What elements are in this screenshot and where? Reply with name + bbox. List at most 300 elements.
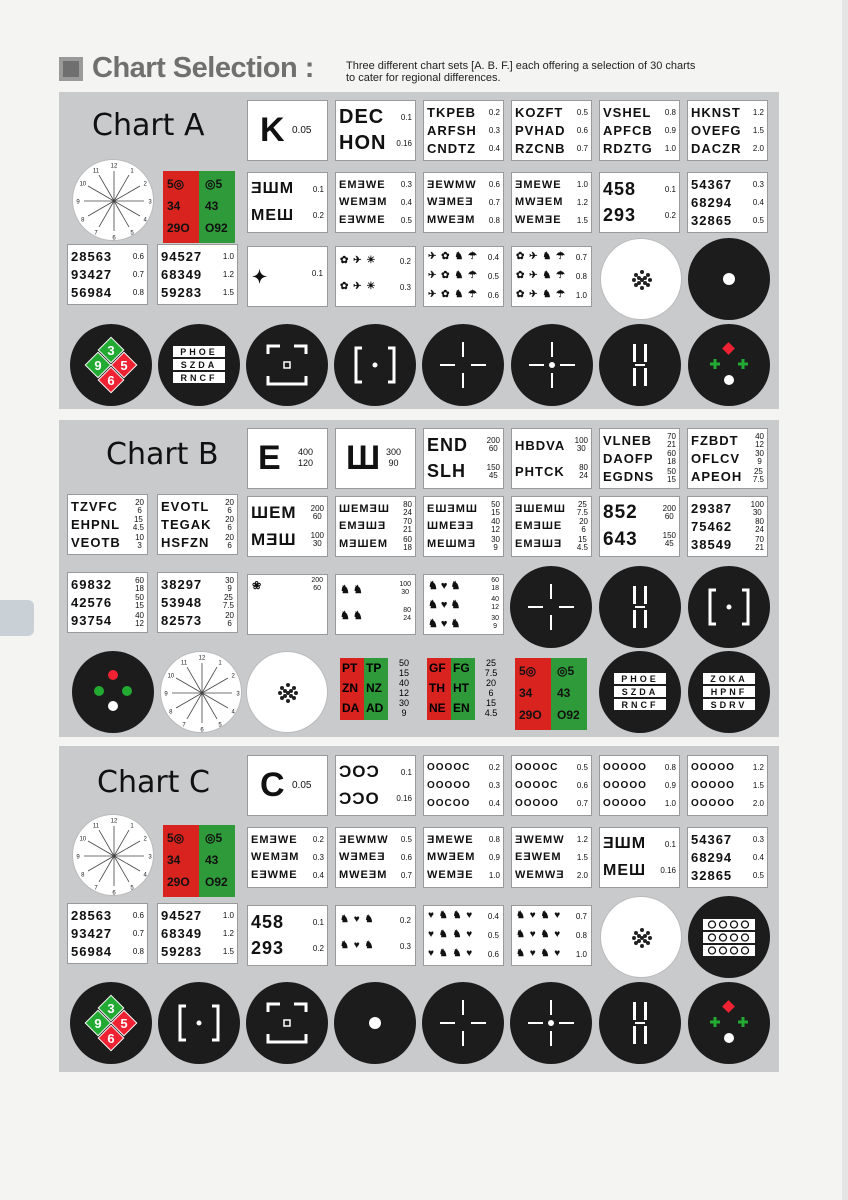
fraction-bottom: 6 [227,619,232,629]
disc-a-phoe-graphic [158,324,240,406]
tile-c-c [247,755,328,816]
acuity-value: 1.5 [576,852,588,862]
picture-optotypes: ✿ ✈ ♞ ☂ [516,289,567,300]
dot-cluster-dot [637,281,641,285]
acuity-value: 0.5 [400,215,412,225]
acuity-value: 0.8 [132,287,144,297]
acuity-value: 0.3 [488,125,500,135]
worth-white-dot [724,375,734,385]
fraction-top: 25 [223,593,233,603]
duochrome-right: NZ [366,681,382,695]
optotype-row [161,612,234,628]
tile-rows [691,831,764,884]
disc-a-worth-graphic [688,324,770,406]
acuity-value: 1.2 [222,928,234,938]
acuity-value: 1.0 [664,143,676,153]
duochrome-right: FG [453,661,470,675]
optotype-row [691,141,764,156]
fraction-top: 150 [486,462,500,472]
tile-c-n3c [157,903,238,964]
acuity-fraction [491,615,499,631]
fraction-bottom: 6 [137,505,142,515]
optotype-row [515,179,588,191]
big-optotype: E [258,439,281,477]
acuity-value: 0.1 [311,269,323,278]
tile-c-c1 [423,755,504,816]
tile-c-n3b [67,903,148,964]
optotype-row [691,123,764,138]
optotype-text: 68349 [161,925,203,941]
acuity-value: 25 [485,658,496,668]
worth-green-cross-left [710,359,720,369]
acuity-value: 20 [485,678,496,688]
fraction-top: 60 [491,577,499,584]
tile-a-pic3 [423,246,504,307]
optotype-text: OOOOO [603,797,647,809]
fraction-top: 150 [662,530,676,540]
acuity-fraction [755,536,764,552]
acuity-value: 0.6 [487,291,499,300]
picture-optotypes: ✿ ✈ ♞ ☂ [516,251,567,262]
tile-a-l3c [599,100,680,161]
disc-a-astigmatism [72,159,154,241]
optotype-text: ƎEWMW [339,833,389,846]
disc-a-dots-graphic [601,239,683,321]
dot-cluster-dot [643,281,647,285]
chart-b-label: Chart B [106,437,219,472]
optotype-row [515,869,588,881]
worth-red-diamond [722,1000,735,1013]
tile-rows [691,104,764,157]
tile-b-end [423,428,504,489]
optotype-text: 852 [603,502,638,524]
fraction-bottom: 60 [488,444,498,454]
fraction-top: 80 [579,462,588,472]
acuity-fraction [579,518,588,534]
disc-c-bars-graphic [599,982,681,1064]
optotype-row [515,141,588,156]
scan-edge [842,0,848,1200]
tile-rows [515,432,588,485]
optotype-text: 56984 [71,943,113,959]
optotype-text: WEMƎM [251,851,300,864]
disc-c-ishihara [70,982,152,1064]
optotype-text: MWEƎM [427,214,476,227]
fraction-top: 20 [225,533,234,543]
optotype-text: VLNEB [603,433,653,449]
picture-optotypes: ♞ ♥ ♞ [428,618,461,630]
tile-rows [339,500,412,553]
fraction-top: 30 [491,535,500,545]
tile-b-vl [599,428,680,489]
clock-number: 3 [148,854,152,861]
page-title: Chart Selection : [92,52,314,84]
optotype-row [515,437,588,453]
optotype-row [515,501,588,517]
acuity-fraction [663,505,676,521]
clock-number: 5 [130,230,134,237]
disc-b-cross-graphic [510,566,592,648]
tile-rows [339,759,412,812]
duochrome-left: 29O [167,875,190,889]
worth-green-cross-right [738,359,748,369]
tile-b-ee1 [335,496,416,557]
acuity-value: 1.5 [752,780,764,790]
fraction-top: 60 [135,575,144,585]
optotype-row [603,141,676,156]
fraction-bottom: 90 [388,458,399,468]
fraction-bottom: 21 [667,439,676,449]
disc-c-bracket-square-graphic [246,982,328,1064]
optotype-text: EMƎШE [515,520,563,533]
fraction-top: 50 [491,499,500,509]
acuity-fraction [403,518,412,534]
acuity-value: 0.5 [400,835,412,845]
optotype-row [515,834,588,846]
tile-b-we [247,496,328,557]
fraction-bottom: 21 [755,543,764,553]
acuity-value: 0.1 [400,767,412,777]
acuity-fraction [575,437,588,453]
acuity-value: 0.05 [292,780,312,791]
fraction-top: 40 [135,611,144,621]
fraction-top: 400 [298,447,314,457]
fraction-bottom: 24 [403,615,411,622]
clock-number: 12 [110,818,118,825]
acuity-value: 1.5 [576,215,588,225]
duochrome-right: EN [453,701,470,715]
fraction-top: 200 [662,504,676,514]
clock-number: 1 [130,168,134,175]
tile-rows [161,498,234,551]
tile-c-n3a [687,827,768,888]
acuity-fraction [403,607,411,623]
optotype-row [427,851,500,863]
bar-left-top [633,344,636,362]
optotype-text: EMƎWE [251,833,298,846]
fraction-bottom: 9 [493,543,498,553]
optotype-text: 28563 [71,908,113,924]
optotype-text: OOOOO [691,762,735,774]
acuity-value: 0.5 [752,215,764,225]
acuity-fraction [753,468,764,484]
acuity-value: 1.0 [575,291,587,300]
fraction-bottom: 12 [135,619,144,629]
optotype-row [339,501,412,517]
optotype-text: 54367 [691,177,733,193]
optotype-text: 94527 [161,249,203,265]
duochrome-left: PT [342,661,358,675]
optotype-row [691,798,764,809]
tile-c-oco [335,755,416,816]
optotype-row [691,518,764,534]
optotype-row [71,249,144,264]
tile-b-fz [687,428,768,489]
dot-cluster-dot [643,934,647,938]
ishihara-number: 9 [94,1016,102,1031]
clock-number: 12 [198,655,206,662]
fraction-bottom: 7.5 [752,475,764,485]
optotype-row [427,762,500,773]
tile-c-ed [511,827,592,888]
optotype-text: MEШMƎ [427,538,477,551]
tile-rows [339,104,412,157]
optotype-row [161,908,234,923]
text-band-letters: SDRV [710,700,748,710]
acuity-fraction [403,536,412,552]
optotype-row [603,179,676,200]
duochrome-right: O92 [205,221,228,235]
optotype-text: RDZTG [603,140,653,156]
clock-number: 11 [180,660,188,667]
acuity-value: 2.0 [752,143,764,153]
bar-right-top [644,344,647,362]
acuity-value: 0.6 [400,852,412,862]
disc-c-bracket [158,982,240,1064]
duochrome-right: ◎5 [205,177,223,191]
fraction-top: 60 [667,449,676,459]
tile-rows [339,831,412,884]
optotype-row [71,944,144,959]
acuity-fraction [225,577,234,593]
fraction-bottom: 15 [667,475,676,485]
tile-rows [691,176,764,229]
optotype-row [339,179,412,191]
tile-b-animals [335,574,416,635]
section-square-icon [59,57,83,81]
optotype-text: ШEM [251,503,297,523]
fraction-top: 25 [753,467,763,477]
dot-cluster-dot [640,286,644,290]
optotype-text: EMƎWE [339,178,386,191]
disc-a-bracket-square-graphic [246,324,328,406]
bar-right-bottom [644,1026,647,1044]
acuity-fraction [487,464,500,480]
optotype-row [339,106,412,129]
worth-red-diamond [722,342,735,355]
fraction-bottom: 30 [752,507,762,517]
optotype-row [161,516,234,532]
optotype-text: TKPEB [427,105,477,121]
text-band-letters: RNCF [621,700,659,710]
duochrome-right: 43 [557,686,571,700]
dot-cluster-dot [283,689,287,693]
fraction-top: 80 [403,499,412,509]
tile-rows [71,576,144,629]
duochrome-left: 34 [167,199,181,213]
dot-cluster-dot [289,694,293,698]
disc-a-bracket-graphic [334,324,416,406]
optotype-text: EMƎШƎ [339,520,387,533]
clock-number: 11 [92,823,100,830]
optotype-text: APFCB [603,122,653,138]
fraction-bottom: 7.5 [222,601,234,611]
picture-optotypes: ♞ ♥ ♞ [428,580,461,592]
optotype-row [691,868,764,883]
tile-rows [515,759,588,812]
acuity-value: 0.9 [664,125,676,135]
disc-c-dots-graphic [601,897,683,979]
optotype-text: EHPNL [71,516,121,532]
tile-b-e [247,428,328,489]
optotype-text: OOOOO [515,797,559,809]
bracket-shape [268,346,306,384]
tile-rows [161,907,234,960]
text-band-letters: RNCF [180,373,218,383]
fraction-bottom: 18 [491,585,499,592]
fraction-bottom: 4.5 [132,523,144,533]
optotype-row [515,464,588,480]
tile-a-duochrome [163,171,235,243]
fraction-bottom: 6 [227,523,232,533]
acuity-value: 1.5 [752,125,764,135]
optotype-row [161,534,234,550]
tile-rows [427,831,500,884]
optotype-text: MEШ [251,206,295,224]
optotype-text: OOOOO [691,797,735,809]
optotype-text: 93754 [71,612,113,628]
optotype-text: OOOOC [427,762,471,774]
optotype-row [603,835,676,853]
acuity-value: 0.3 [399,283,411,292]
optotype-text: OOOOC [515,779,559,791]
optotype-row [691,433,764,449]
ishihara-number: 3 [107,343,115,358]
tile-a-pic1 [247,246,328,307]
optotype-row [251,938,324,959]
optotype-row [603,433,676,449]
bar-right-top [644,1002,647,1020]
optotype-text: 59283 [161,284,203,300]
acuity-value: 1.2 [576,835,588,845]
acuity-fraction [487,437,500,453]
worth-green-dot-left [94,686,104,696]
duochrome-left: 34 [167,853,181,867]
optotype-text: EMƎШƎ [515,538,563,551]
optotype-text: ШEMƎШ [339,502,390,515]
acuity-value: 0.4 [488,143,500,153]
optotype-row [515,798,588,809]
tile-c-c3 [599,755,680,816]
chart-c-label: Chart C [97,765,210,800]
disc-a-bars-graphic [599,324,681,406]
acuity-value: 0.3 [488,780,500,790]
clock-number: 10 [79,836,87,843]
duochrome-left: ZN [342,681,358,695]
bar-center [635,364,645,366]
acuity-value: 0.9 [664,780,676,790]
optotype-text: ARFSH [427,122,477,138]
optotype-text: END [427,434,469,455]
disc-c-dots [600,896,682,978]
optotype-row [251,503,324,523]
acuity-value: 0.5 [752,870,764,880]
acuity-fraction [403,501,412,517]
acuity-value: 1.2 [222,269,234,279]
optotype-text: EƎWME [339,214,386,227]
picture-optotypes: ♞ ♥ ♞ ♥ [516,948,562,959]
acuity-value: 0.1 [312,184,324,194]
duochrome-right: AD [366,701,384,715]
disc-a-astigmatism-graphic [73,160,155,242]
scan-artifact [0,600,34,636]
tile-c-n2 [247,905,328,966]
optotype-text: 93427 [71,266,113,282]
tile-rows [515,104,588,157]
optotype-row [427,780,500,791]
disc-a-cross-dot [511,324,593,406]
optotype-text: DAOFP [603,450,654,466]
picture-optotypes: ♥ ♞ ♞ ♥ [428,948,474,959]
acuity-value: 0.8 [132,946,144,956]
disc-c-fixation [334,982,416,1064]
disc-c-rings [688,896,770,978]
dot-cluster-dot [278,691,282,695]
fraction-top: 50 [667,467,676,477]
fraction-top: 70 [755,535,764,545]
acuity-value: 0.4 [400,197,412,207]
clock-number: 1 [130,823,134,830]
picture-optotypes: ♞ ♥ ♞ [340,914,375,925]
optotype-text: OOOOO [691,779,735,791]
optotype-row [161,944,234,959]
picture-optotypes: ✈ ✿ ♞ ☂ [428,251,479,262]
fraction-bottom: 6 [227,505,232,515]
acuity-value: 4.5 [484,708,498,718]
fraction-bottom: 24 [579,470,588,480]
optotype-row [161,926,234,941]
disc-c-cross-dot-graphic [510,982,592,1064]
text-band-letters: HPNF [710,687,748,697]
tile-c-pic2 [335,905,416,966]
optotype-row [603,862,676,880]
acuity-value: 1.5 [222,946,234,956]
disc-c-cross-dot [510,982,592,1064]
tile-rows [691,759,764,812]
optotype-row [427,141,500,156]
disc-b-bracket-graphic [688,566,770,648]
duochrome-left: TH [429,681,445,695]
fraction-bottom: 30 [312,538,322,548]
optotype-text: HBDVA [515,437,566,453]
optotype-row [427,869,500,881]
acuity-value: 12 [398,688,409,698]
acuity-fraction [663,532,676,548]
fraction-top: 200 [310,504,324,514]
tile-c-c2 [511,755,592,816]
optotype-text: 69832 [71,577,113,593]
disc-a-cross-dot-graphic [511,324,593,406]
optotype-text: SLH [427,461,466,482]
dot-cluster-dot [294,691,298,695]
acuity-value: 0.7 [488,197,500,207]
optotype-row [71,577,144,593]
acuity-fraction [225,612,234,628]
optotype-text: 42576 [71,594,113,610]
fraction-top: 100 [574,436,588,446]
optotype-text: 38549 [691,536,733,552]
acuity-value: 1.0 [222,252,234,262]
duochrome-right: O92 [205,875,228,889]
clock-number: 3 [236,691,240,698]
acuity-fraction [579,464,588,480]
disc-c-worth-graphic [688,982,770,1064]
optotype-text: HON [339,132,387,155]
optotype-text: OOOOO [603,762,647,774]
acuity-value: 0.4 [312,870,324,880]
optotype-text: WEMƎE [515,214,562,227]
fraction-top: 20 [225,497,234,507]
